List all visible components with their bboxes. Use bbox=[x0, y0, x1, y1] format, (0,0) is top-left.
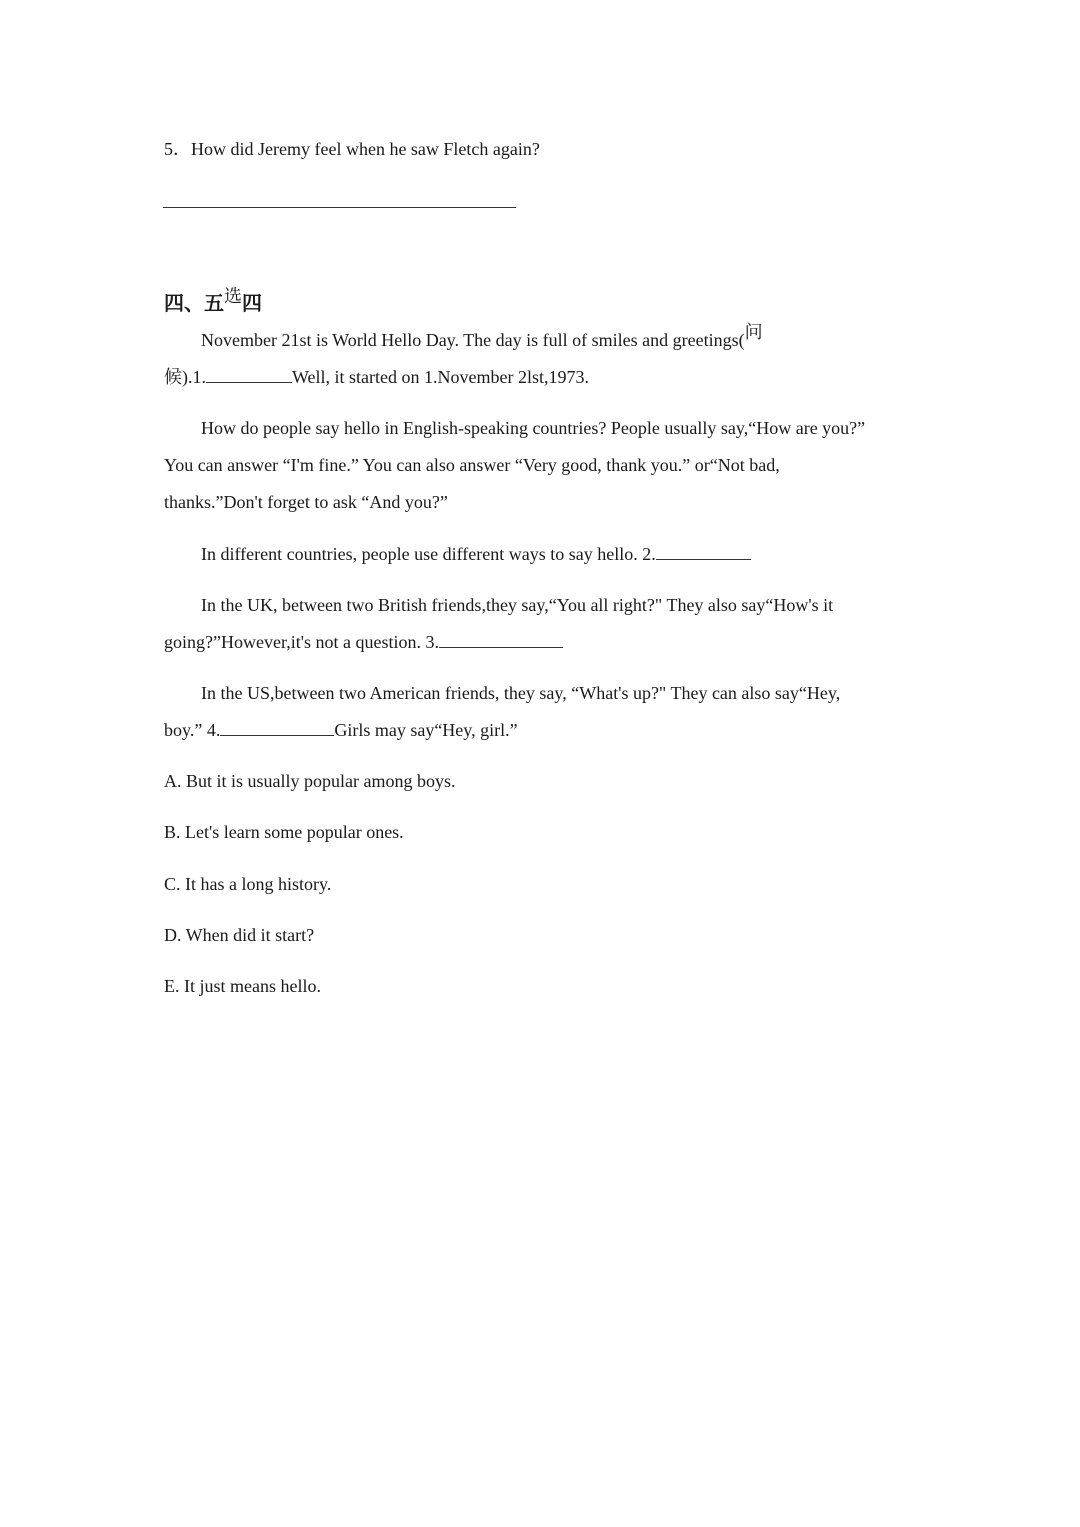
paragraph-5-pre: boy.” 4. bbox=[164, 720, 221, 740]
paragraph-5-line-1: In the US,between two American friends, they say, “What's up?" They can also say“Hey, bbox=[201, 683, 841, 703]
section-heading-part-c: 四 bbox=[242, 291, 262, 315]
section-heading-part-a: 四、五 bbox=[164, 291, 224, 315]
question-5: 5．How did Jeremy feel when he saw Fletch again? bbox=[164, 139, 540, 159]
option-b: B. Let's learn some popular ones. bbox=[164, 822, 404, 842]
paragraph-1-post: Well, it started on 1.November 2lst,1973. bbox=[292, 367, 589, 387]
option-a: A. But it is usually popular among boys. bbox=[164, 771, 456, 791]
paragraph-1-char: 问 bbox=[744, 322, 763, 342]
paragraph-4-pre: going?”However,it's not a question. 3. bbox=[164, 632, 439, 652]
paragraph-1-line-1 bbox=[201, 322, 763, 352]
blank-2[interactable] bbox=[656, 543, 751, 560]
option-d: D. When did it start? bbox=[164, 925, 315, 945]
paragraph-4-line-2 bbox=[164, 630, 563, 654]
paragraph-1-text: November 21st is World Hello Day. The day is full of smiles and greetings( bbox=[201, 330, 745, 350]
paragraph-1-line-2 bbox=[164, 365, 589, 389]
paragraph-5-post: Girls may say“Hey, girl.” bbox=[334, 720, 518, 740]
section-heading-part-b: 选 bbox=[224, 286, 242, 307]
option-e: E. It just means hello. bbox=[164, 976, 321, 996]
paragraph-3-pre: In different countries, people use different ways to say hello. 2. bbox=[201, 544, 656, 564]
answer-line[interactable] bbox=[163, 207, 516, 208]
blank-4[interactable] bbox=[220, 719, 334, 736]
paragraph-2-line-3: thanks.”Don't forget to ask “And you?” bbox=[164, 492, 448, 512]
section-heading bbox=[164, 286, 262, 318]
paragraph-5-line-2 bbox=[164, 718, 518, 742]
paragraph-2-line-2: You can answer “I'm fine.” You can also answer “Very good, thank you.” or“Not bad, bbox=[164, 455, 780, 475]
blank-3[interactable] bbox=[439, 631, 563, 648]
paragraph-3-line-1 bbox=[201, 542, 751, 566]
paragraph-4-line-1: In the UK, between two British friends,they say,“You all right?" They also say“How's it bbox=[201, 595, 834, 615]
paragraph-2-line-1: How do people say hello in English-speaking countries? People usually say,“How are you?” bbox=[201, 418, 866, 438]
option-c: C. It has a long history. bbox=[164, 874, 332, 894]
paragraph-1-pre: 候).1. bbox=[164, 367, 206, 387]
blank-1[interactable] bbox=[206, 366, 292, 383]
